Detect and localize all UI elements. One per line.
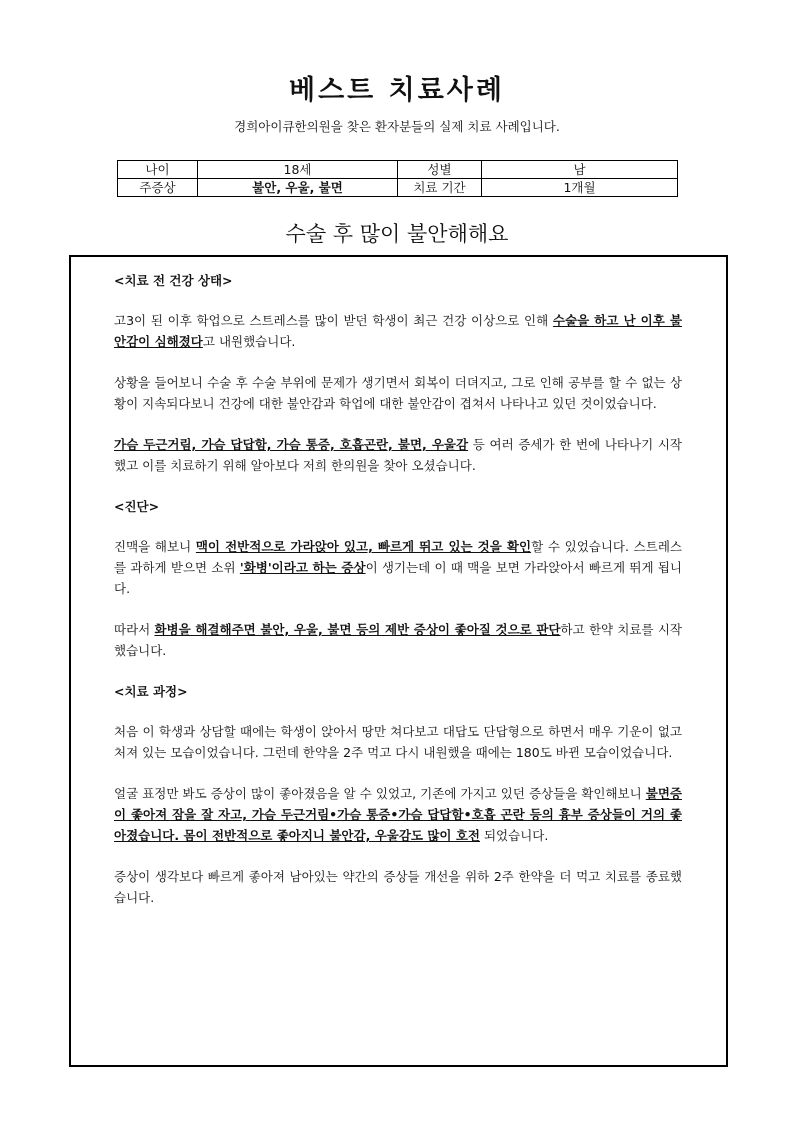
process-paragraph-3: 증상이 생각보다 빠르게 좋아져 남아있는 약간의 증상들 개선을 위하 2주 한약을 더 먹고 치료를 종료했습니다. xyxy=(114,869,682,905)
process-paragraph-2 xyxy=(114,783,682,846)
case-title: 수술 후 많이 불안해해요 xyxy=(285,222,509,246)
table-row xyxy=(118,161,678,179)
diagnosis-paragraph-1 xyxy=(114,536,682,599)
text-span: 등 여러 증세가 한 번에 나타나기 시작했고 이를 치료하기 위해 알아보다 저희 한의원을 찾아 오셨습니다. xyxy=(114,437,682,473)
case-content xyxy=(114,270,682,928)
highlight-text: 화병을 해결해주면 불안, 우울, 불면 등의 제반 증상이 좋아질 것으로 판단 xyxy=(154,622,561,637)
gender-value: 남 xyxy=(482,161,678,179)
age-label: 나이 xyxy=(118,161,198,179)
before-paragraph-2: 상황을 들어보니 수술 후 수술 부위에 문제가 생기면서 회복이 더뎌지고, 그로 인해 공부를 할 수 없는 상황이 지속되다보니 건강에 대한 불안감과 학업에 대한 불안감이 겹쳐서 나타나고 있던 것이었습니다. xyxy=(114,375,682,411)
text-span: 진맥을 해보니 xyxy=(114,539,196,554)
section-heading-diagnosis: <진단> xyxy=(114,499,160,514)
age-value: 18세 xyxy=(198,161,398,179)
process-paragraph-1: 처음 이 학생과 상담할 때에는 학생이 앉아서 땅만 쳐다보고 대답도 단답형으로 하면서 매우 기운이 없고 처져 있는 모습이었습니다. 그런데 한약을 2주 먹고 다시 내원했을 때에는 180도 바뀐 모습이었습니다. xyxy=(114,724,682,760)
patient-info-table xyxy=(117,160,678,197)
section-heading-before: <치료 전 건강 상태> xyxy=(114,273,233,288)
diagnosis-paragraph-2 xyxy=(114,619,682,661)
text-span: 되었습니다. xyxy=(480,828,549,843)
highlight-text: 가슴 두근거림, 가슴 답답함, 가슴 통증, 호흡곤란, 불면, 우울감 xyxy=(114,437,469,452)
period-value: 1개월 xyxy=(482,179,678,197)
before-paragraph-3 xyxy=(114,434,682,476)
table-row xyxy=(118,179,678,197)
highlight-text: 수술을 하고 난 이후 불안감이 심해졌다 xyxy=(114,313,682,349)
symptom-label: 주증상 xyxy=(118,179,198,197)
text-span: 할 수 있었습니다. 스트레스를 과하게 받으면 소위 xyxy=(114,539,682,575)
text-span: 따라서 xyxy=(114,622,155,637)
symptom-value: 불안, 우울, 불면 xyxy=(198,179,398,197)
text-span: 얼굴 표정만 봐도 증상이 많이 좋아졌음을 알 수 있었고, 기존에 가지고 있던 증상들을 확인해보니 xyxy=(114,786,646,801)
text-span: 고3이 된 이후 학업으로 스트레스를 많이 받던 학생이 최근 건강 이상으로 인해 xyxy=(114,313,553,328)
text-span: 이 생기는데 이 때 맥을 보면 가라앉아서 빠르게 뛰게 됩니다. xyxy=(114,560,682,596)
before-paragraph-1 xyxy=(114,310,682,352)
section-heading-process: <치료 과정> xyxy=(114,684,188,699)
page-title: 베스트 치료사례 xyxy=(289,75,505,106)
highlight-text: 맥이 전반적으로 가라앉아 있고, 빠르게 뛰고 있는 것을 확인 xyxy=(195,539,532,554)
text-span: 하고 한약 치료를 시작했습니다. xyxy=(114,622,682,658)
page-subtitle: 경희아이큐한의원을 찾은 환자분들의 실제 치료 사례입니다. xyxy=(234,119,560,134)
highlight-text: 불면증이 좋아져 잠을 잘 자고, 가슴 두근거림•가슴 통증•가슴 답답함•호흡 곤란 등의 흉부 증상들이 거의 좋아졌습니다. 몸이 전반적으로 좋아지니 불안감, 우울감도 많이 호전 xyxy=(114,786,682,843)
highlight-text: '화병'이라고 하는 증상 xyxy=(239,560,366,575)
period-label: 치료 기간 xyxy=(398,179,482,197)
gender-label: 성별 xyxy=(398,161,482,179)
text-span: 고 내원했습니다. xyxy=(202,334,296,349)
